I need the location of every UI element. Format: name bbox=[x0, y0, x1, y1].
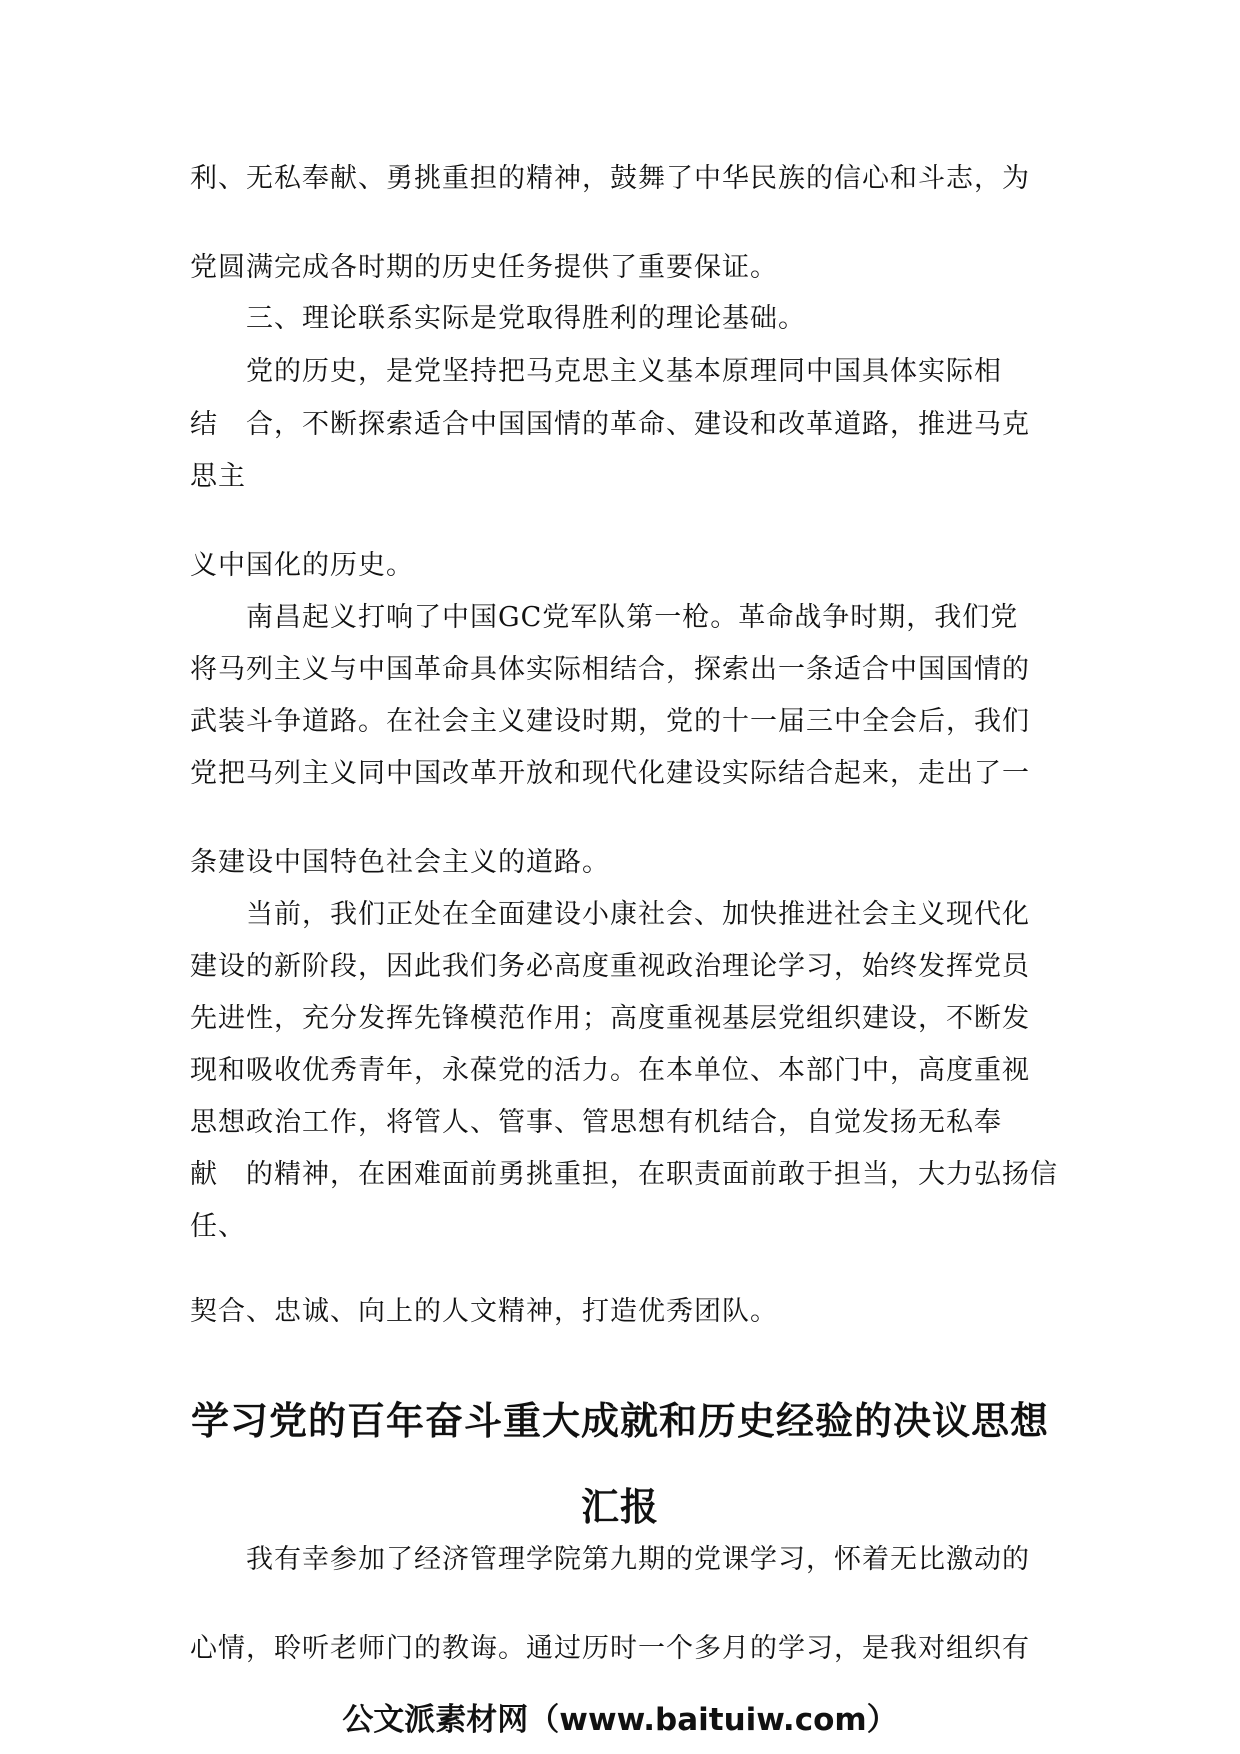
body-text-line: 南昌起义打响了中国GC党军队第一枪。革命战争时期，我们党 bbox=[246, 602, 1019, 633]
body-text-line: 先进性，充分发挥先锋模范作用；高度重视基层党组织建设，不断发 bbox=[190, 1003, 1030, 1034]
body-text-line: 献 的精神，在困难面前勇挑重担，在职责面前敢于担当，大力弘扬信 bbox=[190, 1159, 1058, 1190]
body-text-line: 现和吸收优秀青年，永葆党的活力。在本单位、本部门中，高度重视 bbox=[190, 1055, 1030, 1086]
body-text-line: 建设的新阶段，因此我们务必高度重视政治理论学习，始终发挥党员 bbox=[190, 951, 1030, 982]
body-text-line: 党的历史，是党坚持把马克思主义基本原理同中国具体实际相 bbox=[246, 356, 1002, 387]
body-text-line: 契合、忠诚、向上的人文精神，打造优秀团队。 bbox=[190, 1296, 778, 1327]
body-text-line: 武装斗争道路。在社会主义建设时期，党的十一届三中全会后，我们 bbox=[190, 706, 1030, 737]
footer-watermark: 公文派素材网（www.baituiw.com） bbox=[342, 1702, 898, 1738]
body-text-line: 党把马列主义同中国改革开放和现代化建设实际结合起来，走出了一 bbox=[190, 758, 1030, 789]
body-text-line: 义中国化的历史。 bbox=[190, 550, 414, 581]
document-title-line-2: 汇报 bbox=[580, 1485, 659, 1529]
body-text-line: 当前，我们正处在全面建设小康社会、加快推进社会主义现代化 bbox=[246, 899, 1030, 930]
body-text-line: 心情，聆听老师门的教诲。通过历时一个多月的学习，是我对组织有 bbox=[190, 1633, 1030, 1664]
body-text-line: 思想政治工作，将管人、管事、管思想有机结合，自觉发扬无私奉 bbox=[190, 1107, 1002, 1138]
document-title-line-1: 学习党的百年奋斗重大成就和历史经验的决议思想 bbox=[190, 1399, 1049, 1443]
section-heading-three: 三、理论联系实际是党取得胜利的理论基础。 bbox=[246, 303, 806, 334]
body-text-line: 任、 bbox=[190, 1211, 246, 1242]
body-text-line: 党圆满完成各时期的历史任务提供了重要保证。 bbox=[190, 252, 778, 283]
body-text-line: 结 合，不断探索适合中国国情的革命、建设和改革道路，推进马克 bbox=[190, 409, 1030, 440]
body-text-line: 将马列主义与中国革命具体实际相结合，探索出一条适合中国国情的 bbox=[190, 654, 1030, 685]
body-text-line: 思主 bbox=[190, 461, 246, 492]
body-text-line: 我有幸参加了经济管理学院第九期的党课学习，怀着无比激动的 bbox=[246, 1544, 1030, 1575]
body-text-line: 条建设中国特色社会主义的道路。 bbox=[190, 847, 610, 878]
body-text-line: 利、无私奉献、勇挑重担的精神，鼓舞了中华民族的信心和斗志，为 bbox=[190, 163, 1030, 194]
